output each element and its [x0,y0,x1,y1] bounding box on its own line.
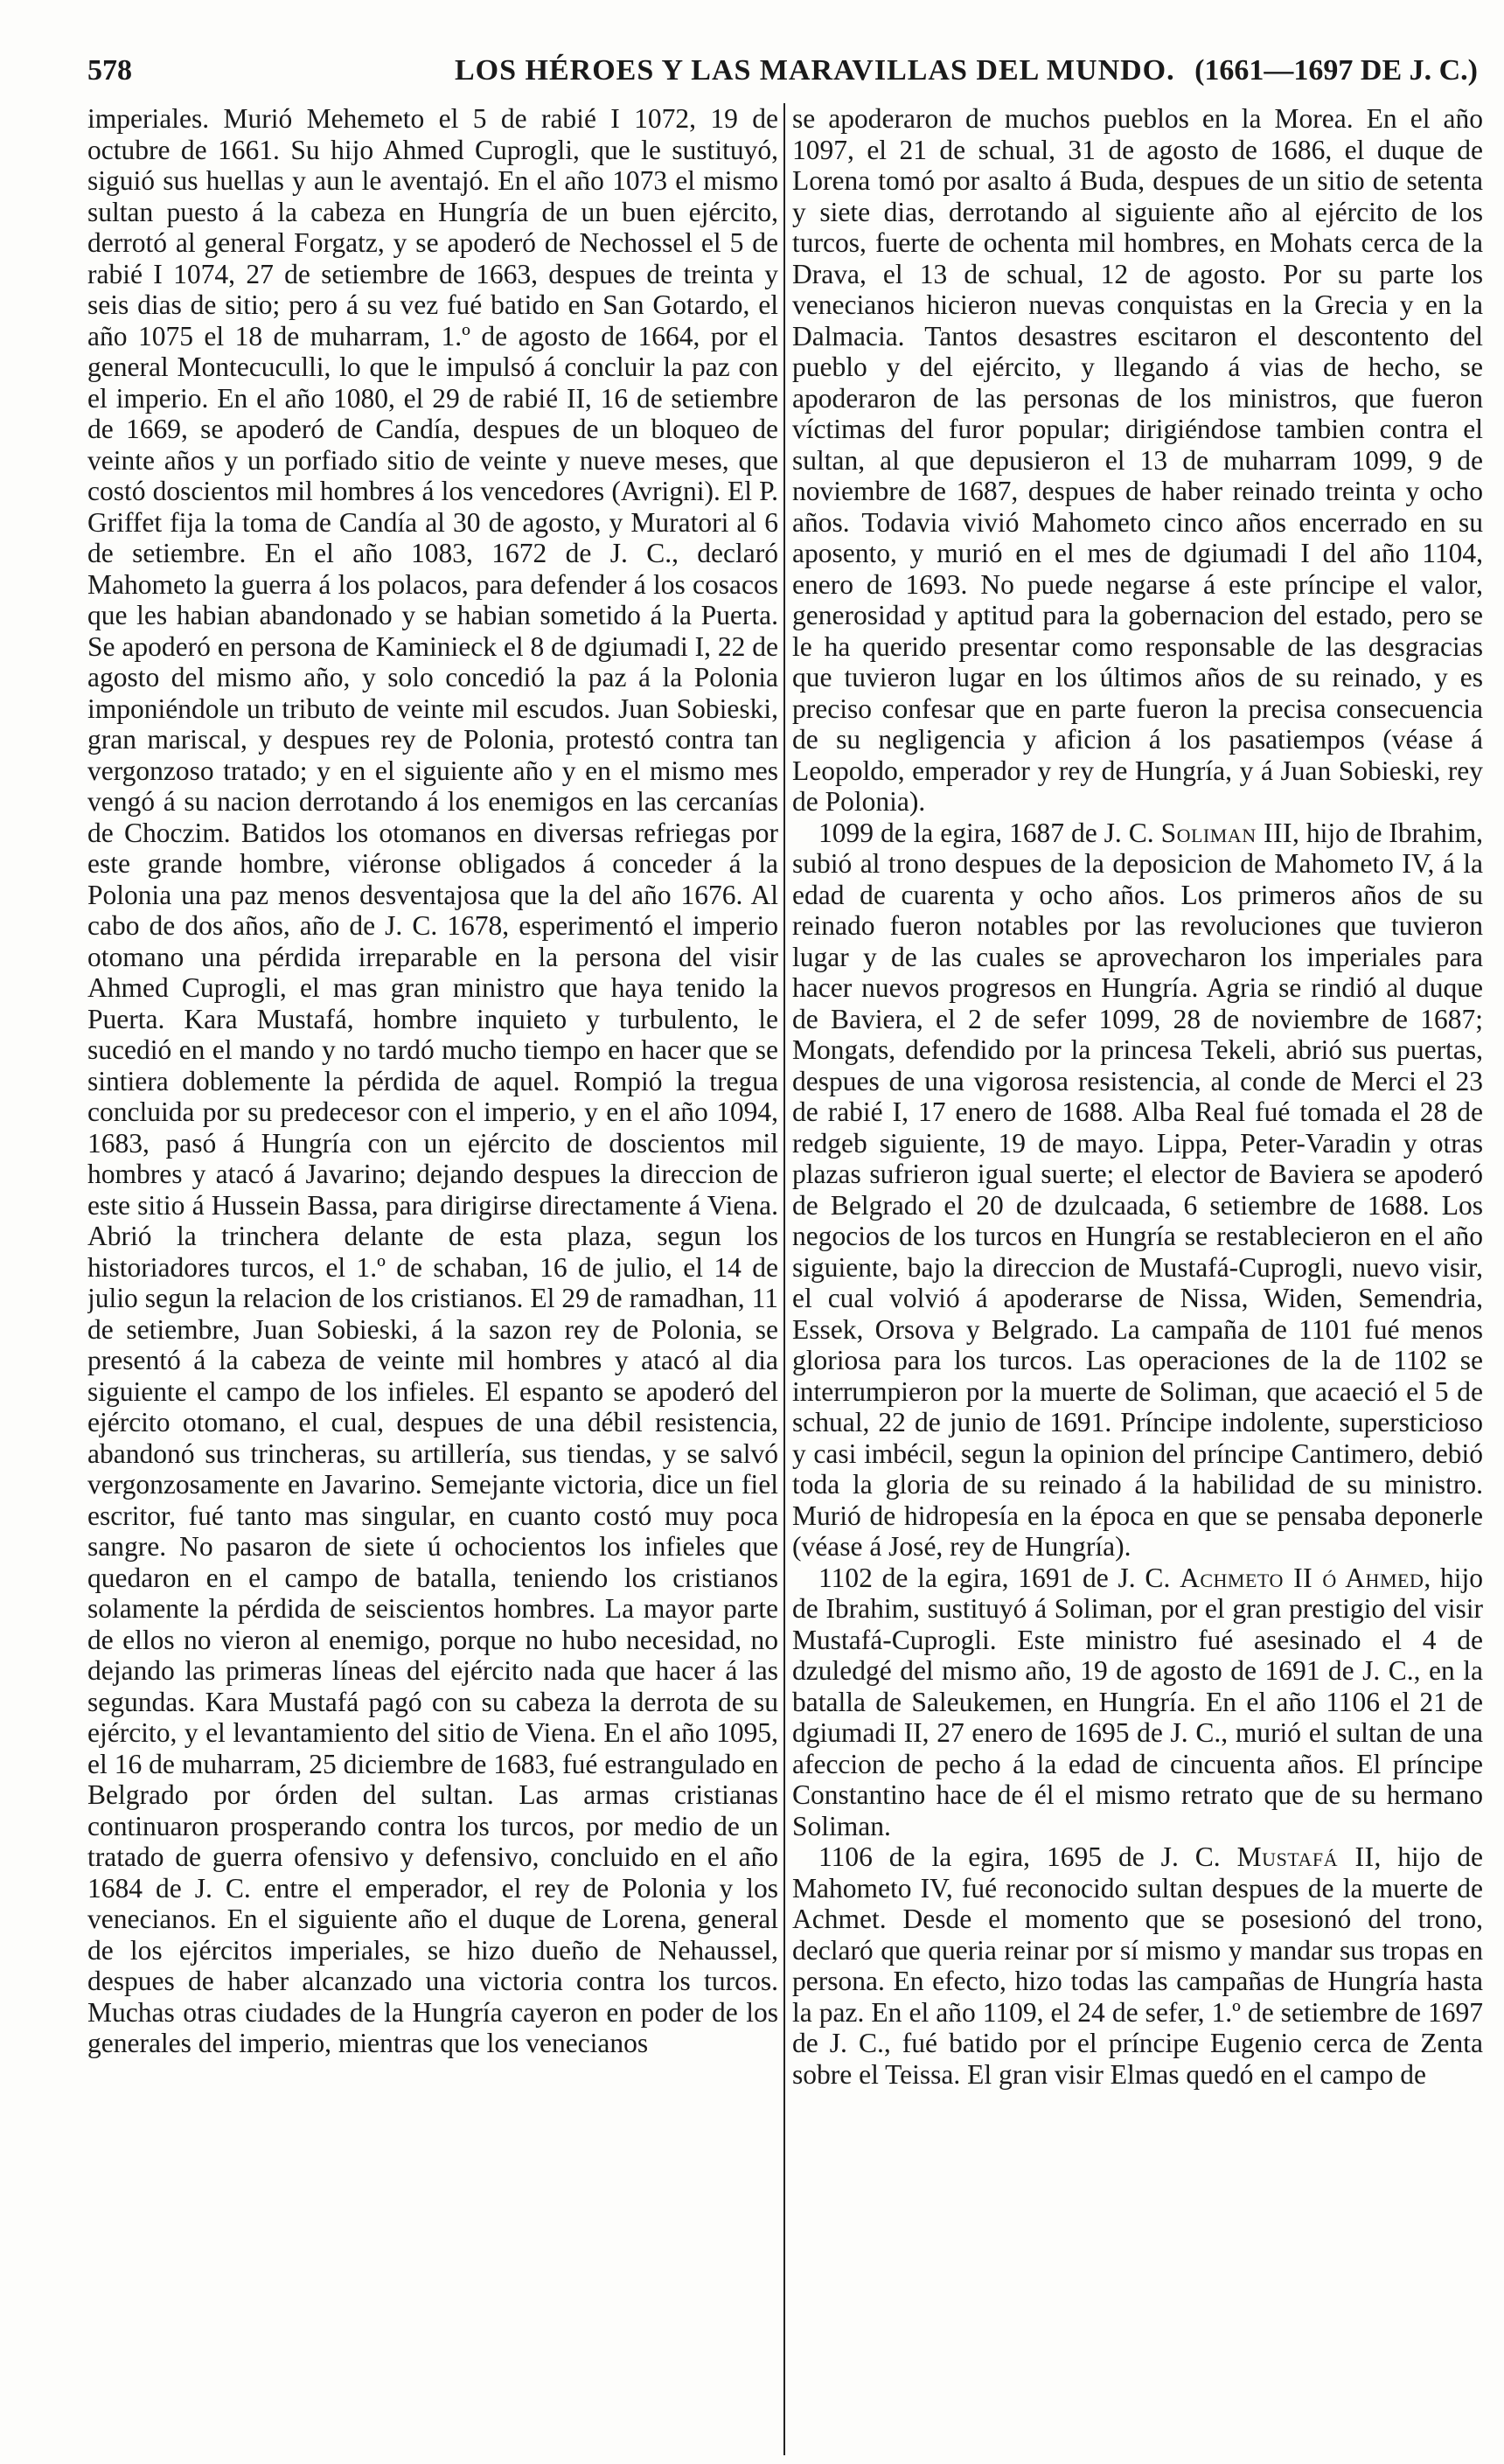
entry-achmeto-ii [792,1563,1483,1842]
page-title: LOS HÉROES Y LAS MARAVILLAS DEL MUNDO. [455,54,1175,87]
page-number: 578 [87,54,132,87]
entry-text: , hijo de Ibrahim, sustituyó á Soliman, por el gran prestigio del visir Mustafá-Cuprogli. Este ministro fué asesinado el 4 de dzuledgé del mismo año, 19 de agosto de 1691 de J. C., en la batalla de Saleukemen, en Hungría. En el año 1106 el 21 de dgiumadi II, 27 enero de 1695 de J. C., murió el sultan de una afeccion de pecho á la edad de cincuenta años. El príncipe Constantino hace de él el mismo retrato que de su hermano Soliman. [792,1562,1483,1841]
date-range: (1661—1697 DE J. C.) [1194,54,1478,87]
entry-text: , hijo de Ibrahim, subió al trono despues de la deposicion de Mahometo IV, á la edad de cuarenta y ocho años. Los primeros años de su reinado fueron notables por las revoluciones que tuvieron lugar y de las cuales se aprovecharon los imperiales para hacer nuevos progresos en Hungría. Agria se rindió al duque de Baviera, el 2 de sefer 1099, 28 de noviembre de 1687; Mongats, defendido por la princesa Tekeli, abrió sus puertas, despues de una vigorosa resistencia, al conde de Merci el 23 de rabié I, 17 enero de 1688. Alba Real fué tomada el 28 de redgeb siguiente, 19 de mayo. Lippa, Peter-Varadin y otras plazas sufrieron igual suerte; el elector de Baviera se apoderó de Belgrado el 20 de dzulcaada, 6 setiembre de 1688. Los negocios de los turcos en Hungría se restablecieron en el año siguiente, bajo la direccion de Mustafá-Cuprogli, nuevo visir, el cual volvió á apoderarse de Nissa, Widen, Semendria, Essek, Orsova y Belgrado. La campaña de 1101 fué menos gloriosa para los turcos. Las operaciones de la de 1102 se interrumpieron por la muerte de Soliman, que acaeció el 5 de schual, 22 de junio de 1691. Príncipe indolente, supersticioso y casi imbécil, segun la opinion del príncipe Cantimero, debió toda la gloria de su reinado á la habilidad de su ministro. Murió de hidropesía en la época en que se pensaba deponerle (véase á José, rey de Hungría). [792,817,1483,1562]
sultan-name: Soliman III [1160,817,1292,848]
entry-date: 1099 de la egira, 1687 de J. C. [818,817,1154,848]
running-head [87,54,1478,98]
paragraph: imperiales. Murió Mehemeto el 5 de rabié I 1072, 19 de octubre de 1661. Su hijo Ahmed Cuprogli, que le sustituyó, siguió sus huellas y aun le aventajó. En el año 1073 el mismo sultan puesto á la cabeza en Hungría de un buen ejército, derrotó al general Forgatz, y se apoderó de Nechossel el 5 de rabié I 1074, 27 de setiembre de 1663, despues de treinta y seis dias de sitio; pero á su vez fué batido en San Gotardo, el año 1075 el 18 de muharram, 1.º de agosto de 1664, por el general Montecuculli, lo que le impulsó á concluir la paz con el imperio. En el año 1080, el 29 de rabié II, 16 de setiembre de 1669, se apoderó de Candía, despues de un bloqueo de veinte años y un porfiado sitio de veinte y nueve meses, que costó doscientos mil hombres á los vencedores (Avrigni). El P. Griffet fija la toma de Candía al 30 de agosto, y Muratori al 6 de setiembre. En el año 1083, 1672 de J. C., declaró Mahometo la guerra á los polacos, para defender á los cosacos que les habian abandonado y se habian sometido á la Puerta. Se apoderó en persona de Kaminieck el 8 de dgiumadi I, 22 de agosto del mismo año, y solo concedió la paz á la Polonia imponiéndole un tributo de veinte mil escudos. Juan Sobieski, gran mariscal, y despues rey de Polonia, protestó contra tan vergonzoso tratado; y en el siguiente año y en el mismo mes vengó á su nacion derrotando á los enemigos en las cercanías de Choczim. Batidos los otomanos en diversas refriegas por este grande hombre, viéronse obligados á conceder á la Polonia una paz menos desventajosa que la del año 1676. Al cabo de dos años, año de J. C. 1678, esperimentó el imperio otomano una pérdida irreparable en la persona del visir Ahmed Cuprogli, el mas gran ministro que haya tenido la Puerta. Kara Mustafá, hombre inquieto y turbulento, le sucedió en el mando y no tardó mucho tiempo en hacer que se sintiera doblemente la pérdida de aquel. Rompió la tregua concluida por su predecesor con el imperio, y en el año 1094, 1683, pasó á Hungría con un ejército de doscientos mil hombres y atacó á Javarino; dejando despues la direccion de este sitio á Hussein Bassa, para dirigirse directamente á Viena. Abrió la trinchera delante de esta plaza, segun los historiadores turcos, el 1.º de schaban, 16 de julio, el 14 de julio segun la relacion de los cristianos. El 29 de ramadhan, 11 de setiembre, Juan Sobieski, á la sazon rey de Polonia, se presentó á la cabeza de veinte mil hombres y atacó al dia siguiente el campo de los infieles. El espanto se apoderó del ejército otomano, el cual, despues de una débil resistencia, abandonó sus trincheras, su artillería, sus tiendas, y se salvó vergonzosamente en Javarino. Semejante victoria, dice un fiel escritor, fué tanto mas singular, en cuanto costó muy poca sangre. No pasaron de siete ú ochocientos los infieles que quedaron en el campo de batalla, teniendo los cristianos solamente la pérdida de seiscientos hombres. La mayor parte de ellos no vieron al enemigo, porque no hubo necesidad, no dejando las primeras líneas del ejército nada que hacer á las segundas. Kara Mustafá pagó con su cabeza la derrota de su ejército, y el levantamiento del sitio de Viena. En el año 1095, el 16 de muharram, 25 diciembre de 1683, fué estrangulado en Belgrado por órden del sultan. Las armas cristianas continuaron prosperando contra los turcos, por medio de un tratado de guerra ofensivo y defensivo, concluido en el año 1684 de J. C. entre el emperador, el rey de Polonia y los venecianos. En el siguiente año el duque de Lorena, general de los ejércitos imperiales, se hizo dueño de Nehaussel, despues de haber alcanzado una victoria contra los turcos. Muchas otras ciudades de la Hungría cayeron en poder de los generales del imperio, mientras que los venecianos [87,103,778,2058]
paragraph: se apoderaron de muchos pueblos en la Morea. En el año 1097, el 21 de schual, 31 de agosto de 1686, el duque de Lorena tomó por asalto á Buda, despues de un sitio de setenta y siete dias, derrotando al siguiente año al ejército de los turcos, fuerte de ochenta mil hombres, en Mohats cerca de la Drava, el 13 de schual, 12 de agosto. Por su parte los venecianos hicieron nuevas conquistas en la Grecia y en la Dalmacia. Tantos desastres escitaron el descontento del pueblo y del ejército, y llegando á vias de hecho, se apoderaron de las personas de los ministros, que fueron víctimas del furor popular; dirigiéndose tambien contra el sultan, al que depusieron el 13 de muharram 1099, 9 de noviembre de 1687, despues de haber reinado treinta y ocho años. Todavia vivió Mahometo cinco años encerrado en su aposento, y murió en el mes de dgiumadi I del año 1104, enero de 1693. No puede negarse á este príncipe el valor, generosidad y aptitud para la gobernacion del estado, pero se le ha querido presentar como responsable de las desgracias que tuvieron lugar en los últimos años de su reinado, y es preciso confesar que en parte fueron la precisa consecuencia de su negligencia y aficion á los pasatiempos (véase á Leopoldo, emperador y rey de Hungría, y á Juan Sobieski, rey de Polonia). [792,103,1483,817]
entry-soliman-iii [792,818,1483,1563]
left-column [87,103,778,2455]
entry-date: 1102 de la egira, 1691 de J. C. [818,1562,1171,1593]
column-divider [783,103,785,2455]
right-column [792,103,1483,2455]
sultan-name: Mustafá II [1236,1841,1375,1872]
entry-mustafa-ii [792,1841,1483,2090]
entry-text: , hijo de Mahometo IV, fué reconocido sultan despues de la muerte de Achmet. Desde el momento que se posesionó del trono, declaró que queria reinar por sí mismo y mandar sus tropas en persona. En efecto, hizo todas las campañas de Hungría hasta la paz. En el año 1109, el 24 de sefer, 1.º de setiembre de 1697 de J. C., fué batido por el príncipe Eugenio cerca de Zenta sobre el Teissa. El gran visir Elmas quedó en el campo de [792,1841,1483,2090]
sultan-name: Achmeto II ó Ahmed [1180,1562,1424,1593]
entry-date: 1106 de la egira, 1695 de J. C. [818,1841,1221,1872]
